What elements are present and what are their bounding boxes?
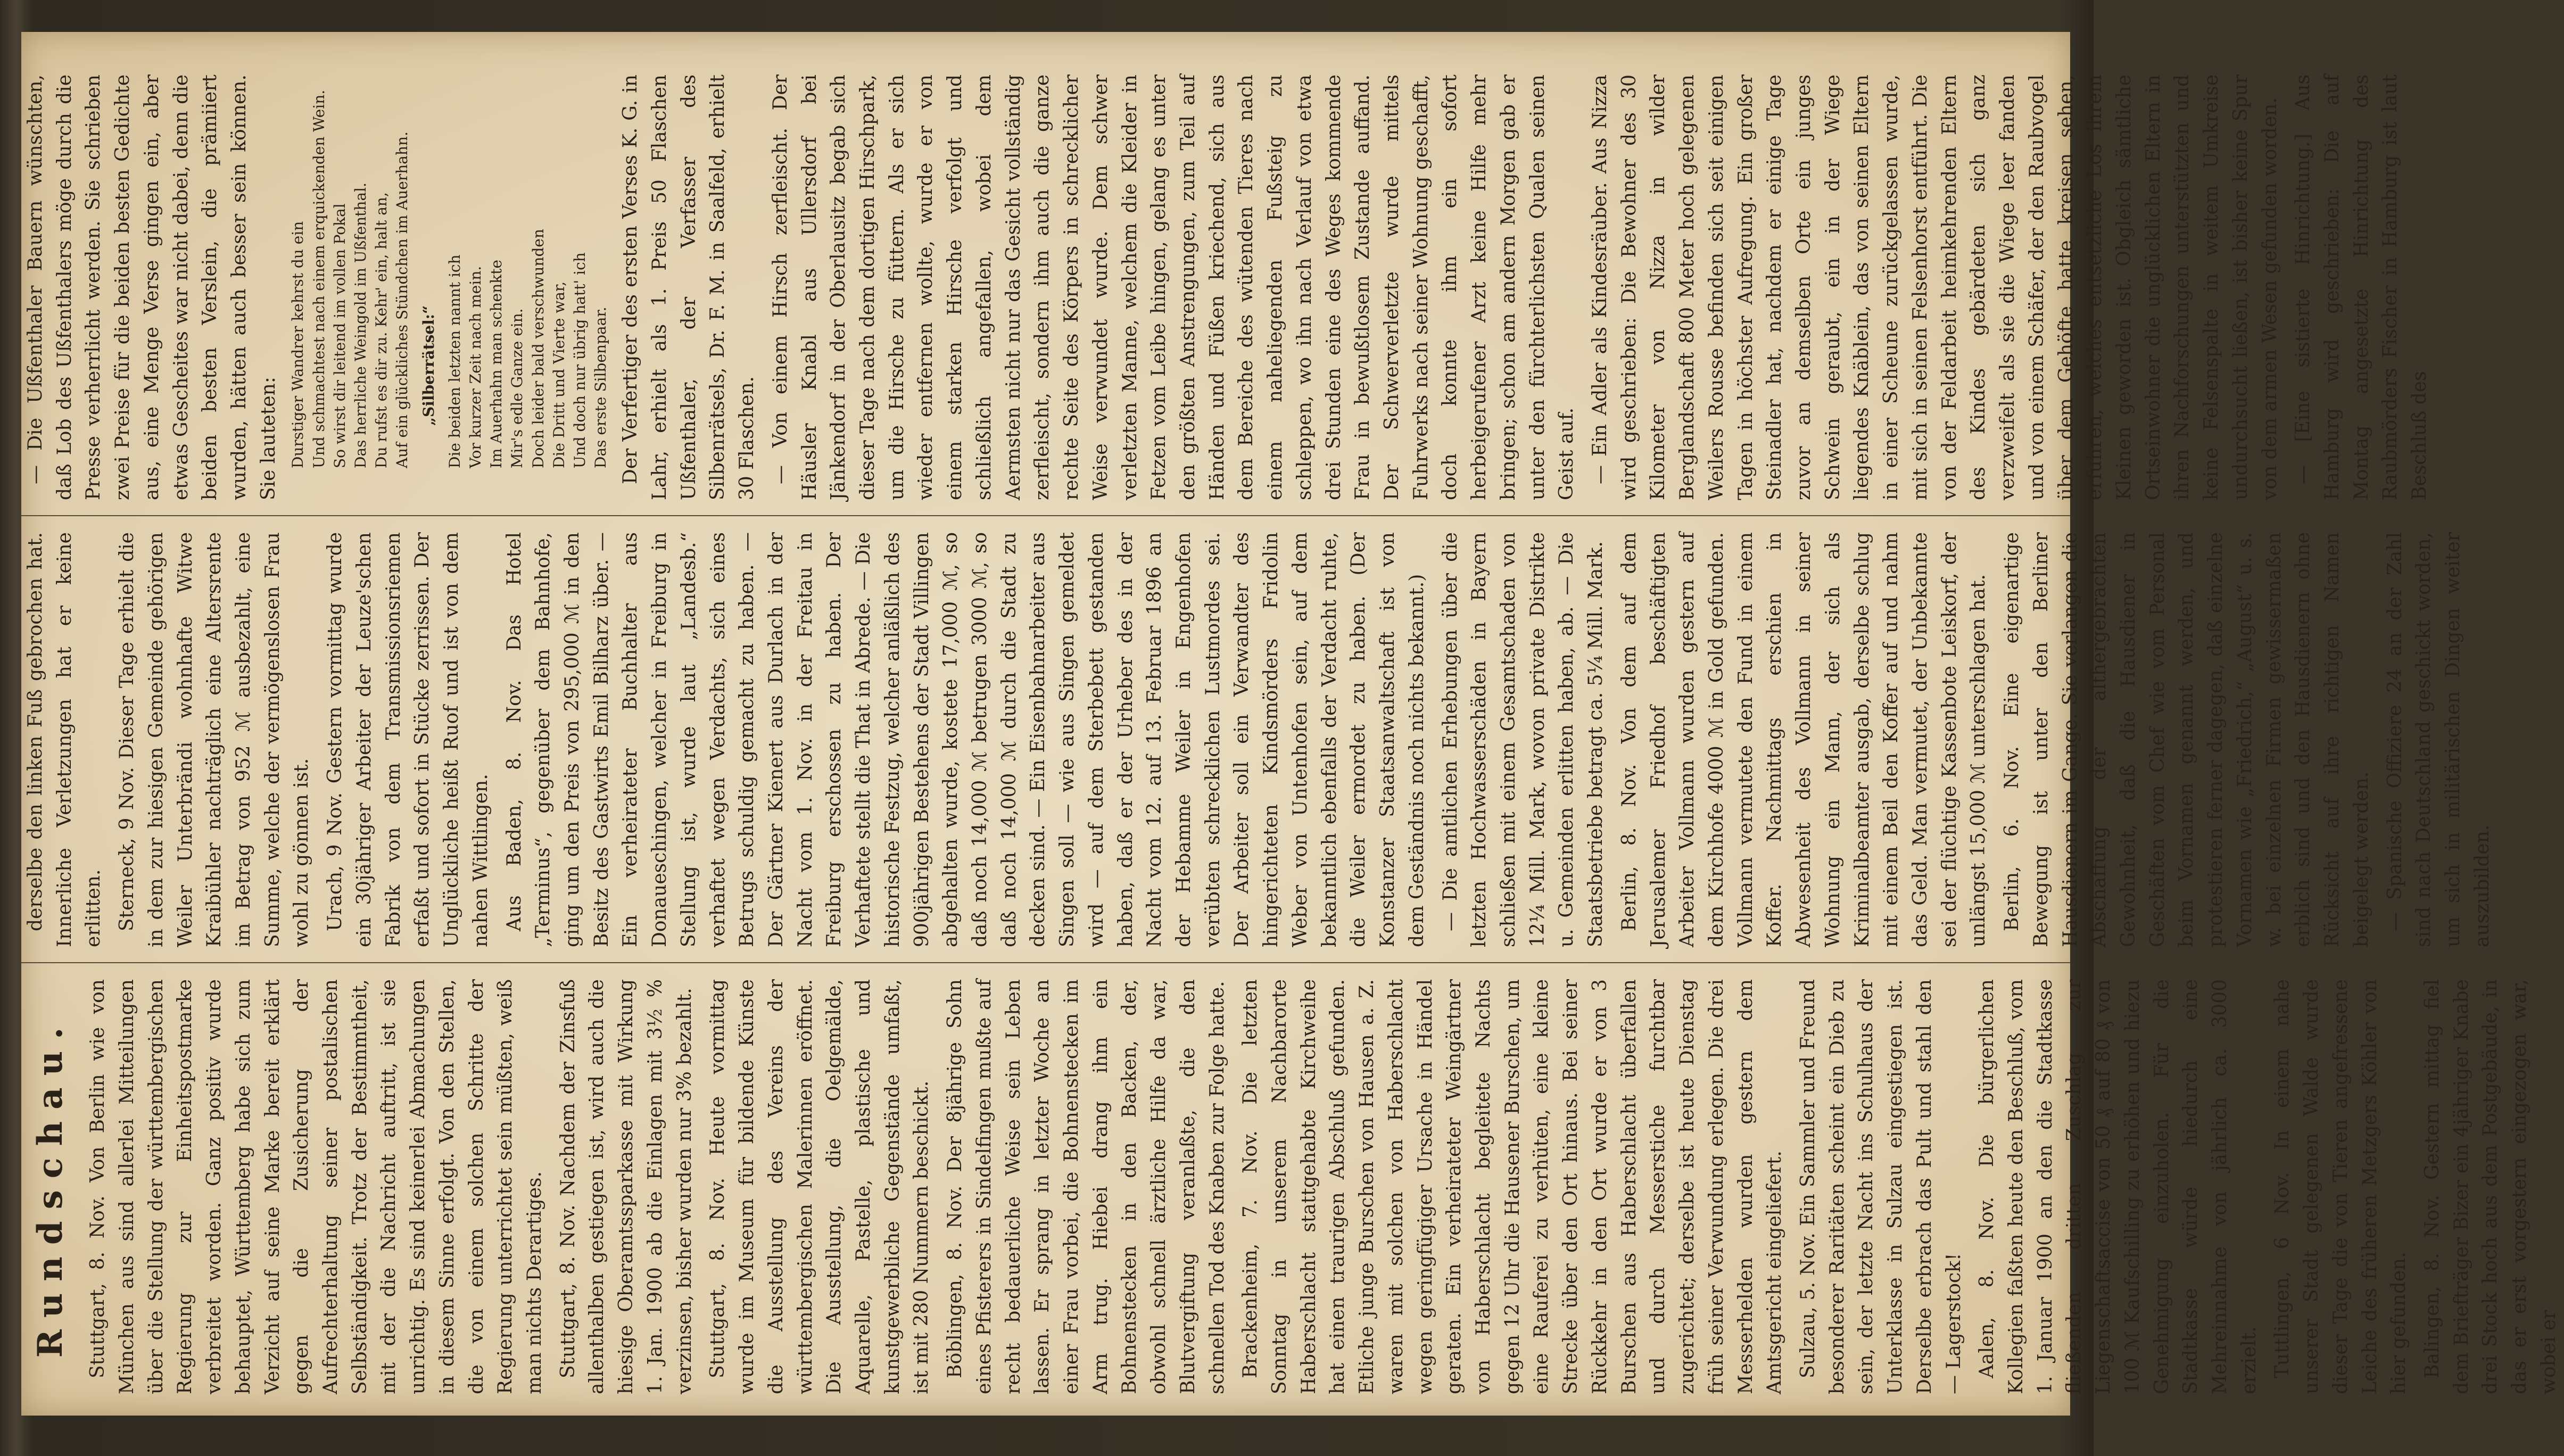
article-paragraph: Tuttlingen, 6 Nov. In einem nahe unserer Stadt gelegenen Walde wurde dieser Tage die von Tieren angefressene Leiche des früheren Metzgers Köhler von hier gefunden.: [2271, 979, 2410, 1394]
poem-line: Und doch nur übrig hatt' ich: [570, 252, 589, 468]
column-2-articles: [21, 532, 2497, 947]
poem-line: Vor kurzer Zeit nach mein.: [466, 266, 484, 468]
article-paragraph: Berlin, 6. Nov. Eine eigenartige Bewegung ist unter den Berliner Hausdienern im Gange. Sie verlangen die Abschaffung der althergebrachten Gewohnheit, daß die Hausdiener in Geschäften vom Chef wie vom Personal beim Vornamen genannt werden, und protestieren ferner dagegen, daß einzelne Vornamen wie „Friedrich,“ „August“ u. s. w. bei einzelnen Firmen gewissermaßen erblich sind und den Hausdienern ohne Rücksicht auf ihre richtigen Namen beigelegt werden.: [2001, 532, 2372, 947]
poem-title: „Silberrätsel:“: [419, 305, 437, 426]
poem-line: Durstiger Wandrer kehrst du ein: [289, 221, 307, 468]
article-paragraph: derselbe den linken Fuß gebrochen hat. Innerliche Verletzungen hat er keine erlitten.: [24, 532, 105, 947]
newspaper-page: [21, 32, 2560, 1416]
article-paragraph: Der Verfertiger des ersten Verses K. G. in Lahr, erhielt als 1. Preis 50 Flaschen Ußfenthaler, der Verfasser des Silbenrätsels, Dr. F. M. in Saalfeld, erhielt 30 Flaschen.: [619, 75, 758, 500]
poem-line: Das herrliche Weingold im Ußfenthal.: [352, 182, 370, 468]
article-paragraph: Stuttgart, 8. Nov. Heute vormittag wurde im Museum für bildende Künste die Ausstellung des Vereins der württembergischen Malerinnen eröffnet. Die Ausstellung, die Oelgemälde, Aquarelle, Pastelle, plastische und kunstgewerbliche Gegenstände umfaßt, ist mit 280 Nummern beschickt.: [707, 979, 933, 1394]
article-paragraph: Böblingen, 8. Nov. Der 8jährige Sohn eines Pfisterers in Sindelfingen mußte auf recht bedauerliche Weise sein Leben lassen. Er sprang in letzter Woche an einer Frau vorbei, die Bohnenstecken im Arm trug. Hiebei drang ihm ein Bohnenstecken in den Backen, der, obwohl schnell ärztliche Hilfe da war, Blutvergiftung veranlaßte, die den schnellen Tod des Knaben zur Folge hatte.: [944, 979, 1228, 1394]
article-paragraph: Balingen, 8. Nov. Gestern mittag fiel dem Briefträger Bizer ein 4jähriger Knabe drei Stock hoch aus dem Postgebäude, in das er erst vorgestern eingezogen war, wobei er: [2421, 979, 2560, 1394]
article-paragraph: Aus Baden, 8. Nov. Das Hotel „Terminus“, gegenüber dem Bahnhofe, ging um den Preis von 295,000 ℳ in den Besitz des Gastwirts Emil Bilharz über. — Ein verheirateter Buchhalter aus Donaueschingen, welcher in Freiburg in Stellung ist, wurde laut „Landesb.“ verhaftet wegen Verdachts, sich eines Betrugs schuldig gemacht zu haben. — Der Gärtner Kienert aus Durlach in der Nacht vom 1. Nov. in der Freitau in Freiburg erschossen zu haben. Der Verhaftete stellt die That in Abrede. — Die historische Festzug, welcher anläßlich des 900jährigen Bestehens der Stadt Villingen abgehalten wurde, kostete 17,000 ℳ, so daß noch 14,000 ℳ betrugen 3000 ℳ, so daß noch 14,000 ℳ durch die Stadt zu decken sind. — Ein Eisenbahnarbeiter aus Singen soll — wie aus Singen gemeldet wird — auf dem Sterbebett gestanden haben, daß er der Urheber des in der Nacht vom 12. auf 13. Februar 1896 an der Hebamme Weiler in Engenhofen verübten schrecklichen Lustmordes sei. Der Arbeiter soll ein Verwandter des hingerichteten Kindsmörders Fridolin Weber von Untenhofen sein, auf dem bekanntlich ebenfalls der Verdacht ruhte, die Weiler ermordet zu haben. (Der Konstanzer Staatsanwaltschaft ist von dem Geständnis noch nichts bekannt.): [503, 532, 1428, 947]
article-paragraph: Brackenheim, 7. Nov. Die letzten Sonntag in unserem Nachbarorte Haberschlacht stattgehabte Kirchweihe hat einen traurigen Abschluß gefunden. Etliche junge Burschen von Hausen a. Z. waren mit solchen von Haberschlacht wegen geringfügiger Ursache in Händel geraten. Ein verheirateter Weingärtner von Haberschlacht begleitete Nachts gegen 12 Uhr die Hausener Burschen, um eine Rauferei zu verhüten, eine kleine Strecke über den Ort hinaus. Bei seiner Rückkehr in den Ort wurde er von 3 Burschen aus Haberschlacht überfallen und durch Messerstiche furchtbar zugerichtet; derselbe ist heute Dienstag früh seiner Verwundung erlegen. Die drei Messerhelden wurden gestern dem Amtsgericht eingeliefert.: [1239, 979, 1786, 1394]
poem-line: Im Auerhahn man schenkte: [487, 259, 506, 468]
poem-line: Mir's edle Ganze ein.: [508, 308, 526, 468]
poem-line: Doch leider bald verschwunden: [529, 229, 547, 468]
column-rundschau: [21, 979, 2560, 1394]
article-paragraph: Stuttgart, 8. Nov. Nachdem der Zinsfuß allenthalben gestiegen ist, wird auch die hiesige Oberamtssparkasse mit Wirkung 1. Jan. 1900 ab die Einlagen mit 3½ % verzinsen, bisher wurden nur 3% bezahlt.: [557, 979, 696, 1394]
poem-line: Die beiden letzten nannt ich: [445, 254, 464, 468]
article-paragraph: Urach, 9 Nov. Gestern vormittag wurde ein 30jähriger Arbeiter der Leuze'schen Fabrik von dem Transmissionsriemen erfaßt und sofort in Stücke zerrissen. Der Unglückliche heißt Ruof und ist von dem nahen Wittlingen.: [324, 532, 492, 947]
section-heading: Rundschau.: [30, 1015, 70, 1358]
poem-line: Das erste Silbenpaar.: [592, 307, 610, 468]
article-paragraph: Aalen, 8. Nov. Die bürgerlichen Kollegien faßten heute den Beschluß, vom 1. Januar 1900 an den die Stadtkasse fließenden dritten Zuschlag zur Liegenschaftsaccise von 50 ₰ auf 80 ₰ von 100 ℳ Kaufschilling zu erhöhen und hiezu Genehmigung einzuholen. Für die Stadtkasse würde hiedurch eine Mehreinnahme von jährlich ca. 3000 erzielt.: [1976, 979, 2260, 1394]
article-paragraph: Berlin, 8. Nov. Von dem auf dem Jerusalemer Friedhof beschäftigten Arbeiter Vollmann wurden gestern auf dem Kirchhofe 4000 ℳ in Gold gefunden. Vollmann vermutete den Fund in einem Koffer. Nachmittags erschien in Abwesenheit des Vollmann in seiner Wohnung ein Mann, der sich als Kriminalbeamter ausgab, derselbe schlug mit einem Beil den Koffer auf und nahm das Geld. Man vermutet, der Unbekannte sei der flüchtige Kassenbote Leiskorf, der unlängst 15,000 ℳ unterschlagen hat.: [1618, 532, 1990, 947]
column-3-articles: [21, 75, 2435, 500]
article-paragraph: — Von einem Hirsch zerfleischt. Der Häusler Knabl aus Ullersdorf bei Jänkendorf in der Oberlausitz begab sich dieser Tage nach dem dortigen Hirschpark, um die Hirsche zu füttern. Als er sich wieder entfernen wollte, wurde er von einem starken Hirsche verfolgt und schließlich angefallen, wobei dem Aermsten nicht nur das Gesicht vollständig zerfleischt, sondern ihm auch die ganze rechte Seite des Körpers in schrecklicher Weise verwundet wurde. Dem schwer verletzten Manne, welchem die Kleider in Fetzen vom Leibe hingen, gelang es unter den größten Anstrengungen, zum Teil auf Händen und Füßen kriechend, sich aus dem Bereiche des wütenden Tieres nach einem naheliegenden Fußsteig zu schleppen, wo ihn nach Verlauf von etwa drei Stunden eine des Weges kommende Frau in bewußtlosem Zustande auffand. Der Schwerverletzte wurde mittels Fuhrwerks nach seiner Wohnung geschafft, doch konnte ihm ein sofort herbeigerufener Arzt keine Hilfe mehr bringen; schon am andern Morgen gab er unter den fürchterlichsten Qualen seinen Geist auf.: [769, 75, 1578, 500]
poem-line: Und schmachtest nach einem erquickenden Wein.: [310, 89, 328, 468]
poem-line: Die Dritt und Vierte war,: [550, 281, 568, 468]
column-middle: [21, 532, 2493, 947]
poem-block: [287, 75, 412, 468]
article-paragraph: — Spanische Offiziere 24 an der Zahl sind nach Deutschland geschickt worden, um sich in militärischen Dingen weiter auszubilden.: [2384, 532, 2493, 947]
article-paragraph: Sterneck, 9 Nov. Dieser Tage erhielt die in dem zur hiesigen Gemeinde gehörigen Weiler Unterbrändi wohnhafte Witwe Kraibühler nachträglich eine Altersrente im Betrag von 952 ℳ ausbezahlt, eine Summe, welche der vermögenslosen Frau wohl zu gönnen ist.: [116, 532, 313, 947]
column-right: [21, 75, 2431, 500]
poem-line: So wirst dir leitend im vollen Pokal: [330, 203, 349, 468]
poem-line: Auf ein glückliches Stündchen im Auerhahn.: [393, 131, 411, 468]
column-divider-2: [21, 515, 2070, 516]
article-paragraph: — Die Ußfenthaler Bauern wünschten, daß Lob des Ußfenthalers möge durch die Presse verherrlicht werden. Sie schrieben zwei Preise für die beiden besten Gedichte aus, eine Menge Verse gingen ein, aber etwas Gescheites war nicht dabei, denn die beiden besten Verslein, die prämiiert wurden, hätten auch besser sein können. Sie lauteten:: [24, 75, 279, 500]
article-paragraph: Sulzau, 5. Nov. Ein Sammler und Freund besonderer Raritäten scheint ein Dieb zu sein, der letzte Nacht ins Schulhaus der Unterklasse in Sulzau eingestiegen ist. Derselbe erbrach das Pult und stahl den — Lagerstock!: [1797, 979, 1965, 1394]
article-paragraph: — Die amtlichen Erhebungen über die letzten Hochwasserschäden in Bayern schließen mit einem Gesamtschaden von 12¼ Mill. Mark, wovon private Distrikte u. Gemeinden erlitten haben, ab. — Die Staatsbetriebe betragt ca. 5¼ Mill. Mark.: [1439, 532, 1607, 947]
column-divider-1: [21, 962, 2070, 963]
article-paragraph: Stuttgart, 8. Nov. Von Berlin wie von München aus sind allerlei Mitteilungen über die Stellung der württembergischen Regierung zur Einheitspostmarke verbreitet worden. Ganz positiv wurde behauptet, Württemberg habe sich zum Verzicht auf seine Marke bereit erklärt gegen die Zusicherung der Aufrechterhaltung seiner postalischen Selbständigkeit. Trotz der Bestimmtheit, mit der die Nachricht auftritt, ist sie unrichtig. Es sind keinerlei Abmachungen in diesem Sinne erfolgt. Von den Stellen, die von einem solchen Schritte der Regierung unterrichtet sein müßten, weiß man nichts Derartiges.: [87, 979, 546, 1394]
rotated-text-frame: [21, 32, 2560, 1416]
article-paragraph: — Ein Adler als Kindesräuber. Aus Nizza wird geschrieben: Die Bewohner des 30 Kilometer von Nizza in wilder Berglandschaft 800 Meter hoch gelegenen Weilers Rousse befinden sich seit einigen Tagen in höchster Aufregung. Ein großer Steinadler hat, nachdem er einige Tage zuvor an demselben Orte ein junges Schwein geraubt, ein in der Wiege liegendes Knäblein, das von seinen Eltern in einer Scheune zurückgelassen wurde, mit sich in seinen Felsenhorst entführt. Die von der Feldarbeit heimkehrenden Eltern des Kindes gebärdeten sich ganz verzweifelt als sie die Wiege leer fanden und von einem Schäfer, der den Raubvogel über dem Gehöfte hatte kreisen sehen, erfuhren, welches entsetzliche Los ihrem Kleinen geworden ist. Obgleich sämtliche Ortseinwohner die unglücklichen Eltern in ihren Nachforschungen unterstützten und keine Felsenspalte in weitem Umkreise undurchsucht ließen, ist bisher keine Spur von dem armen Wesen gefunden worden.: [1589, 75, 2281, 500]
poem-line: Du rufst es dir zu. Kehr' ein, halt an,: [373, 192, 391, 468]
column-1-articles: [84, 979, 2563, 1394]
poem-block: [444, 75, 611, 468]
article-paragraph: — [Eine sistierte Hinrichtung.] Aus Hamburg wird geschrieben: Die auf Montag angesetzte Hinrichtung des Raubmörders Fischer in Hamburg ist laut Beschluß des: [2292, 75, 2431, 500]
